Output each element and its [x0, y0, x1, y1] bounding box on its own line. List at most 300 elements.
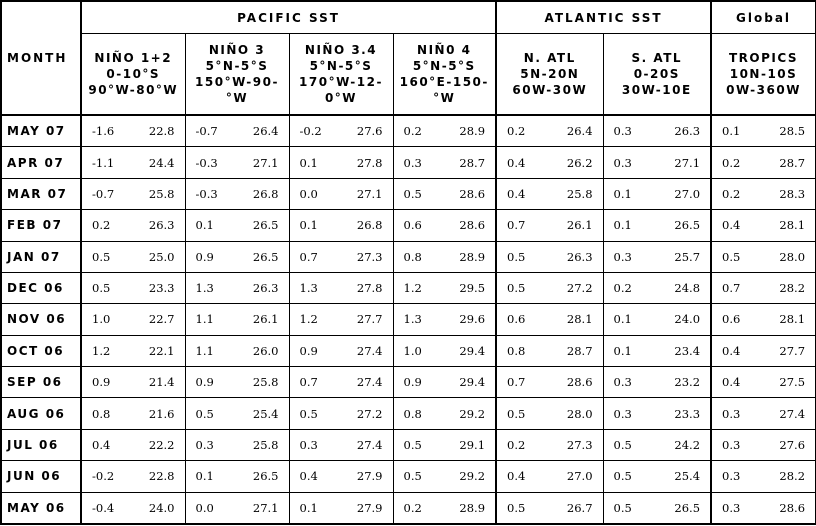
anomaly-value: 0.5 [403, 186, 422, 201]
sst-value: 24.8 [674, 281, 701, 296]
region-header-nino3: NIÑO 3 5°N-5°S 150°W-90- °W [185, 34, 289, 116]
month-cell: APR 07 [1, 147, 81, 178]
anomaly-value: 0.5 [613, 437, 632, 452]
table-row [1, 398, 816, 429]
month-column-header: MONTH [1, 1, 81, 115]
sst-value: 28.3 [779, 186, 806, 201]
sst-value: 25.0 [148, 249, 175, 264]
value-cell [496, 272, 603, 303]
sst-value: 27.9 [356, 469, 383, 484]
table-row [1, 272, 816, 303]
value-cell [81, 210, 185, 241]
value-cell [81, 304, 185, 335]
anomaly-value: 0.8 [403, 406, 422, 421]
anomaly-value: 0.2 [92, 218, 111, 233]
value-cell [393, 210, 496, 241]
anomaly-value: 0.4 [507, 469, 526, 484]
sst-value: 28.7 [779, 155, 806, 170]
anomaly-value: -0.3 [195, 155, 218, 170]
value-cell [81, 241, 185, 272]
value-cell [185, 398, 289, 429]
sst-value: 26.8 [356, 218, 383, 233]
anomaly-value: 0.3 [299, 437, 318, 452]
sst-value: 27.8 [356, 281, 383, 296]
sst-value: 27.4 [356, 343, 383, 358]
anomaly-value: 0.1 [195, 218, 214, 233]
anomaly-value: 0.5 [403, 437, 422, 452]
value-cell [393, 115, 496, 147]
sst-value: 29.4 [459, 343, 486, 358]
month-cell: DEC 06 [1, 272, 81, 303]
value-cell [81, 429, 185, 460]
anomaly-value: 1.0 [92, 312, 111, 327]
anomaly-value: 0.5 [195, 406, 214, 421]
anomaly-value: 1.3 [403, 312, 422, 327]
value-cell [393, 178, 496, 209]
value-cell [393, 398, 496, 429]
sst-value: 23.2 [674, 375, 701, 390]
value-cell [185, 115, 289, 147]
sst-value: 28.6 [779, 500, 806, 515]
value-cell [711, 367, 816, 398]
sst-value: 27.7 [779, 343, 806, 358]
value-cell [185, 367, 289, 398]
sst-value: 27.4 [779, 406, 806, 421]
value-cell [393, 492, 496, 524]
anomaly-value: 0.5 [507, 249, 526, 264]
anomaly-value: 0.3 [613, 375, 632, 390]
sst-value: 28.6 [459, 186, 486, 201]
value-cell [496, 178, 603, 209]
anomaly-value: 0.3 [722, 469, 741, 484]
anomaly-value: 1.2 [299, 312, 318, 327]
month-cell: AUG 06 [1, 398, 81, 429]
anomaly-value: 0.1 [299, 155, 318, 170]
anomaly-value: 0.9 [299, 343, 318, 358]
anomaly-value: 0.3 [403, 155, 422, 170]
value-cell [393, 461, 496, 492]
sst-value: 28.1 [566, 312, 593, 327]
value-cell [711, 461, 816, 492]
value-cell [603, 178, 711, 209]
sst-value: 27.0 [566, 469, 593, 484]
anomaly-value: 0.1 [299, 218, 318, 233]
value-cell [496, 210, 603, 241]
value-cell [393, 367, 496, 398]
anomaly-value: 0.3 [613, 155, 632, 170]
sst-value: 27.1 [252, 155, 279, 170]
value-cell [393, 147, 496, 178]
value-cell [496, 461, 603, 492]
anomaly-value: -0.3 [195, 186, 218, 201]
month-cell: JUN 06 [1, 461, 81, 492]
sst-value: 21.4 [148, 375, 175, 390]
anomaly-value: 0.5 [92, 249, 111, 264]
sst-value: 28.0 [779, 249, 806, 264]
anomaly-value: 0.2 [403, 124, 422, 139]
region-header-row [1, 34, 816, 116]
anomaly-value: 0.4 [299, 469, 318, 484]
region-header-natl: N. ATL 5N-20N 60W-30W [496, 34, 603, 116]
anomaly-value: 0.9 [195, 249, 214, 264]
value-cell [603, 429, 711, 460]
sst-value: 28.2 [779, 281, 806, 296]
sst-value: 28.9 [459, 249, 486, 264]
sst-value: 27.9 [356, 500, 383, 515]
sst-value: 29.5 [459, 281, 486, 296]
sst-value: 27.4 [356, 437, 383, 452]
sst-value: 29.6 [459, 312, 486, 327]
sst-value: 27.2 [566, 281, 593, 296]
sst-value: 26.5 [674, 500, 701, 515]
value-cell [393, 335, 496, 366]
anomaly-value: 0.5 [299, 406, 318, 421]
table-row [1, 492, 816, 524]
anomaly-value: 1.1 [195, 343, 214, 358]
value-cell [496, 492, 603, 524]
value-cell [289, 115, 393, 147]
anomaly-value: 1.0 [403, 343, 422, 358]
value-cell [711, 115, 816, 147]
sst-value: 28.5 [779, 124, 806, 139]
sst-value: 25.4 [674, 469, 701, 484]
sst-value: 28.9 [459, 124, 486, 139]
table-row [1, 461, 816, 492]
value-cell [185, 461, 289, 492]
sst-value: 28.9 [459, 500, 486, 515]
sst-value: 26.7 [566, 500, 593, 515]
sst-value: 27.4 [356, 375, 383, 390]
anomaly-value: 0.1 [613, 218, 632, 233]
value-cell [711, 272, 816, 303]
anomaly-value: 1.3 [299, 281, 318, 296]
anomaly-value: 0.5 [92, 281, 111, 296]
sst-value: 26.4 [566, 124, 593, 139]
value-cell [185, 147, 289, 178]
table-row [1, 115, 816, 147]
sst-value: 27.5 [779, 375, 806, 390]
anomaly-value: 0.3 [722, 406, 741, 421]
anomaly-value: 0.3 [722, 437, 741, 452]
value-cell [496, 115, 603, 147]
value-cell [711, 210, 816, 241]
anomaly-value: 0.8 [507, 343, 526, 358]
anomaly-value: 0.1 [722, 124, 741, 139]
value-cell [81, 461, 185, 492]
anomaly-value: 0.3 [613, 249, 632, 264]
anomaly-value: 0.2 [507, 437, 526, 452]
anomaly-value: 0.5 [507, 500, 526, 515]
sst-value: 25.8 [252, 375, 279, 390]
value-cell [711, 398, 816, 429]
sst-value: 24.0 [674, 312, 701, 327]
value-cell [81, 272, 185, 303]
value-cell [603, 492, 711, 524]
sst-value: 26.3 [252, 281, 279, 296]
sst-value: 26.2 [566, 155, 593, 170]
anomaly-value: 0.7 [722, 281, 741, 296]
anomaly-value: 0.7 [299, 249, 318, 264]
sst-value: 27.1 [252, 500, 279, 515]
sst-value: 27.1 [674, 155, 701, 170]
value-cell [711, 429, 816, 460]
anomaly-value: 0.0 [195, 500, 214, 515]
value-cell [289, 272, 393, 303]
value-cell [185, 304, 289, 335]
sst-value: 28.7 [459, 155, 486, 170]
anomaly-value: 0.9 [92, 375, 111, 390]
sst-value: 28.2 [779, 469, 806, 484]
value-cell [289, 241, 393, 272]
sst-value: 27.0 [674, 186, 701, 201]
value-cell [496, 429, 603, 460]
sst-value: 28.1 [779, 218, 806, 233]
sst-value: 27.8 [356, 155, 383, 170]
month-cell: MAR 07 [1, 178, 81, 209]
sst-value: 27.7 [356, 312, 383, 327]
value-cell [393, 241, 496, 272]
anomaly-value: 0.8 [92, 406, 111, 421]
sst-value: 22.8 [148, 469, 175, 484]
atlantic-group-header: ATLANTIC SST [496, 1, 711, 34]
month-cell: JAN 07 [1, 241, 81, 272]
anomaly-value: 0.7 [507, 218, 526, 233]
month-cell: MAY 07 [1, 115, 81, 147]
value-cell [185, 210, 289, 241]
value-cell [496, 147, 603, 178]
anomaly-value: 0.5 [507, 406, 526, 421]
region-header-nino34: NIÑO 3.4 5°N-5°S 170°W-12- 0°W [289, 34, 393, 116]
value-cell [603, 272, 711, 303]
pacific-group-header: PACIFIC SST [81, 1, 496, 34]
value-cell [185, 178, 289, 209]
value-cell [289, 492, 393, 524]
anomaly-value: 0.5 [722, 249, 741, 264]
sst-value: 26.5 [252, 249, 279, 264]
anomaly-value: 0.5 [613, 469, 632, 484]
value-cell [289, 461, 393, 492]
value-cell [603, 367, 711, 398]
table-row [1, 210, 816, 241]
anomaly-value: 0.2 [722, 186, 741, 201]
sst-value: 27.6 [356, 124, 383, 139]
month-cell: OCT 06 [1, 335, 81, 366]
value-cell [289, 304, 393, 335]
value-cell [393, 429, 496, 460]
sst-value: 27.3 [356, 249, 383, 264]
sst-value: 28.7 [566, 343, 593, 358]
anomaly-value: 0.2 [403, 500, 422, 515]
sst-value: 23.3 [674, 406, 701, 421]
region-header-nino12: NIÑO 1+2 0-10°S 90°W-80°W [81, 34, 185, 116]
value-cell [603, 115, 711, 147]
sst-value: 25.7 [674, 249, 701, 264]
value-cell [289, 147, 393, 178]
value-cell [496, 398, 603, 429]
sst-value: 25.8 [252, 437, 279, 452]
value-cell [185, 429, 289, 460]
anomaly-value: 1.2 [403, 281, 422, 296]
sst-value: 26.1 [252, 312, 279, 327]
table-body [1, 115, 816, 524]
region-header-nino4: NIÑ0 4 5°N-5°S 160°E-150- °W [393, 34, 496, 116]
anomaly-value: 0.4 [722, 343, 741, 358]
table-row [1, 367, 816, 398]
sst-value: 23.3 [148, 281, 175, 296]
value-cell [185, 272, 289, 303]
month-cell: FEB 07 [1, 210, 81, 241]
value-cell [711, 492, 816, 524]
sst-value: 22.1 [148, 343, 175, 358]
sst-value: 29.1 [459, 437, 486, 452]
sst-value: 26.4 [252, 124, 279, 139]
sst-value: 26.8 [252, 186, 279, 201]
value-cell [711, 304, 816, 335]
month-cell: MAY 06 [1, 492, 81, 524]
sst-value: 27.2 [356, 406, 383, 421]
value-cell [496, 367, 603, 398]
region-header-tropics: TROPICS 10N-10S 0W-360W [711, 34, 816, 116]
sst-value: 22.8 [148, 124, 175, 139]
value-cell [185, 241, 289, 272]
anomaly-value: 0.3 [613, 124, 632, 139]
anomaly-value: 0.3 [722, 500, 741, 515]
sst-value: 22.7 [148, 312, 175, 327]
sst-value: 24.2 [674, 437, 701, 452]
value-cell [603, 335, 711, 366]
table-row [1, 429, 816, 460]
value-cell [711, 335, 816, 366]
anomaly-value: -0.4 [92, 500, 115, 515]
value-cell [289, 335, 393, 366]
sst-value: 25.8 [566, 186, 593, 201]
anomaly-value: 0.5 [507, 281, 526, 296]
anomaly-value: 0.1 [613, 186, 632, 201]
table-row [1, 147, 816, 178]
anomaly-value: -0.7 [195, 124, 218, 139]
sst-value: 21.6 [148, 406, 175, 421]
anomaly-value: 0.5 [403, 469, 422, 484]
value-cell [185, 492, 289, 524]
group-header-row [1, 1, 816, 34]
sst-value: 27.1 [356, 186, 383, 201]
value-cell [603, 304, 711, 335]
month-cell: JUL 06 [1, 429, 81, 460]
value-cell [603, 398, 711, 429]
anomaly-value: 0.1 [195, 469, 214, 484]
anomaly-value: 0.1 [613, 343, 632, 358]
anomaly-value: 0.6 [403, 218, 422, 233]
value-cell [81, 115, 185, 147]
month-cell: NOV 06 [1, 304, 81, 335]
value-cell [81, 398, 185, 429]
anomaly-value: 0.2 [722, 155, 741, 170]
anomaly-value: 0.9 [403, 375, 422, 390]
sst-value: 26.1 [566, 218, 593, 233]
sst-value: 27.6 [779, 437, 806, 452]
sst-value: 25.8 [148, 186, 175, 201]
value-cell [185, 335, 289, 366]
anomaly-value: 0.7 [507, 375, 526, 390]
month-cell: SEP 06 [1, 367, 81, 398]
value-cell [603, 241, 711, 272]
anomaly-value: 0.4 [722, 375, 741, 390]
anomaly-value: 0.1 [299, 500, 318, 515]
sst-value: 25.4 [252, 406, 279, 421]
anomaly-value: 0.4 [507, 155, 526, 170]
value-cell [711, 241, 816, 272]
anomaly-value: 0.2 [507, 124, 526, 139]
value-cell [81, 178, 185, 209]
value-cell [393, 304, 496, 335]
value-cell [289, 178, 393, 209]
anomaly-value: 1.2 [92, 343, 111, 358]
value-cell [81, 335, 185, 366]
value-cell [289, 429, 393, 460]
global-group-header: Global [711, 1, 816, 34]
sst-value: 27.3 [566, 437, 593, 452]
table-row [1, 304, 816, 335]
anomaly-value: 0.6 [507, 312, 526, 327]
anomaly-value: 0.4 [507, 186, 526, 201]
sst-value: 24.4 [148, 155, 175, 170]
value-cell [603, 210, 711, 241]
value-cell [289, 210, 393, 241]
anomaly-value: 0.4 [722, 218, 741, 233]
sst-value: 29.4 [459, 375, 486, 390]
sst-value: 28.1 [779, 312, 806, 327]
anomaly-value: 0.9 [195, 375, 214, 390]
sst-value: 29.2 [459, 406, 486, 421]
value-cell [711, 178, 816, 209]
region-header-satl: S. ATL 0-20S 30W-10E [603, 34, 711, 116]
value-cell [289, 398, 393, 429]
sst-value: 26.3 [566, 249, 593, 264]
anomaly-value: -1.6 [92, 124, 115, 139]
sst-value: 23.4 [674, 343, 701, 358]
value-cell [81, 492, 185, 524]
value-cell [603, 147, 711, 178]
value-cell [81, 147, 185, 178]
anomaly-value: -0.2 [299, 124, 322, 139]
anomaly-value: 0.3 [613, 406, 632, 421]
anomaly-value: 0.1 [613, 312, 632, 327]
anomaly-value: 0.4 [92, 437, 111, 452]
anomaly-value: -0.7 [92, 186, 115, 201]
value-cell [393, 272, 496, 303]
anomaly-value: 0.2 [613, 281, 632, 296]
anomaly-value: -0.2 [92, 469, 115, 484]
value-cell [496, 241, 603, 272]
value-cell [711, 147, 816, 178]
anomaly-value: 0.7 [299, 375, 318, 390]
sst-value: 29.2 [459, 469, 486, 484]
sst-value: 24.0 [148, 500, 175, 515]
anomaly-value: 0.8 [403, 249, 422, 264]
value-cell [289, 367, 393, 398]
sst-value: 26.3 [148, 218, 175, 233]
anomaly-value: -1.1 [92, 155, 115, 170]
anomaly-value: 1.3 [195, 281, 214, 296]
table-row [1, 335, 816, 366]
value-cell [496, 304, 603, 335]
sst-value: 26.3 [674, 124, 701, 139]
anomaly-value: 0.3 [195, 437, 214, 452]
sst-value: 26.5 [674, 218, 701, 233]
anomaly-value: 0.5 [613, 500, 632, 515]
sst-value: 26.0 [252, 343, 279, 358]
value-cell [496, 335, 603, 366]
